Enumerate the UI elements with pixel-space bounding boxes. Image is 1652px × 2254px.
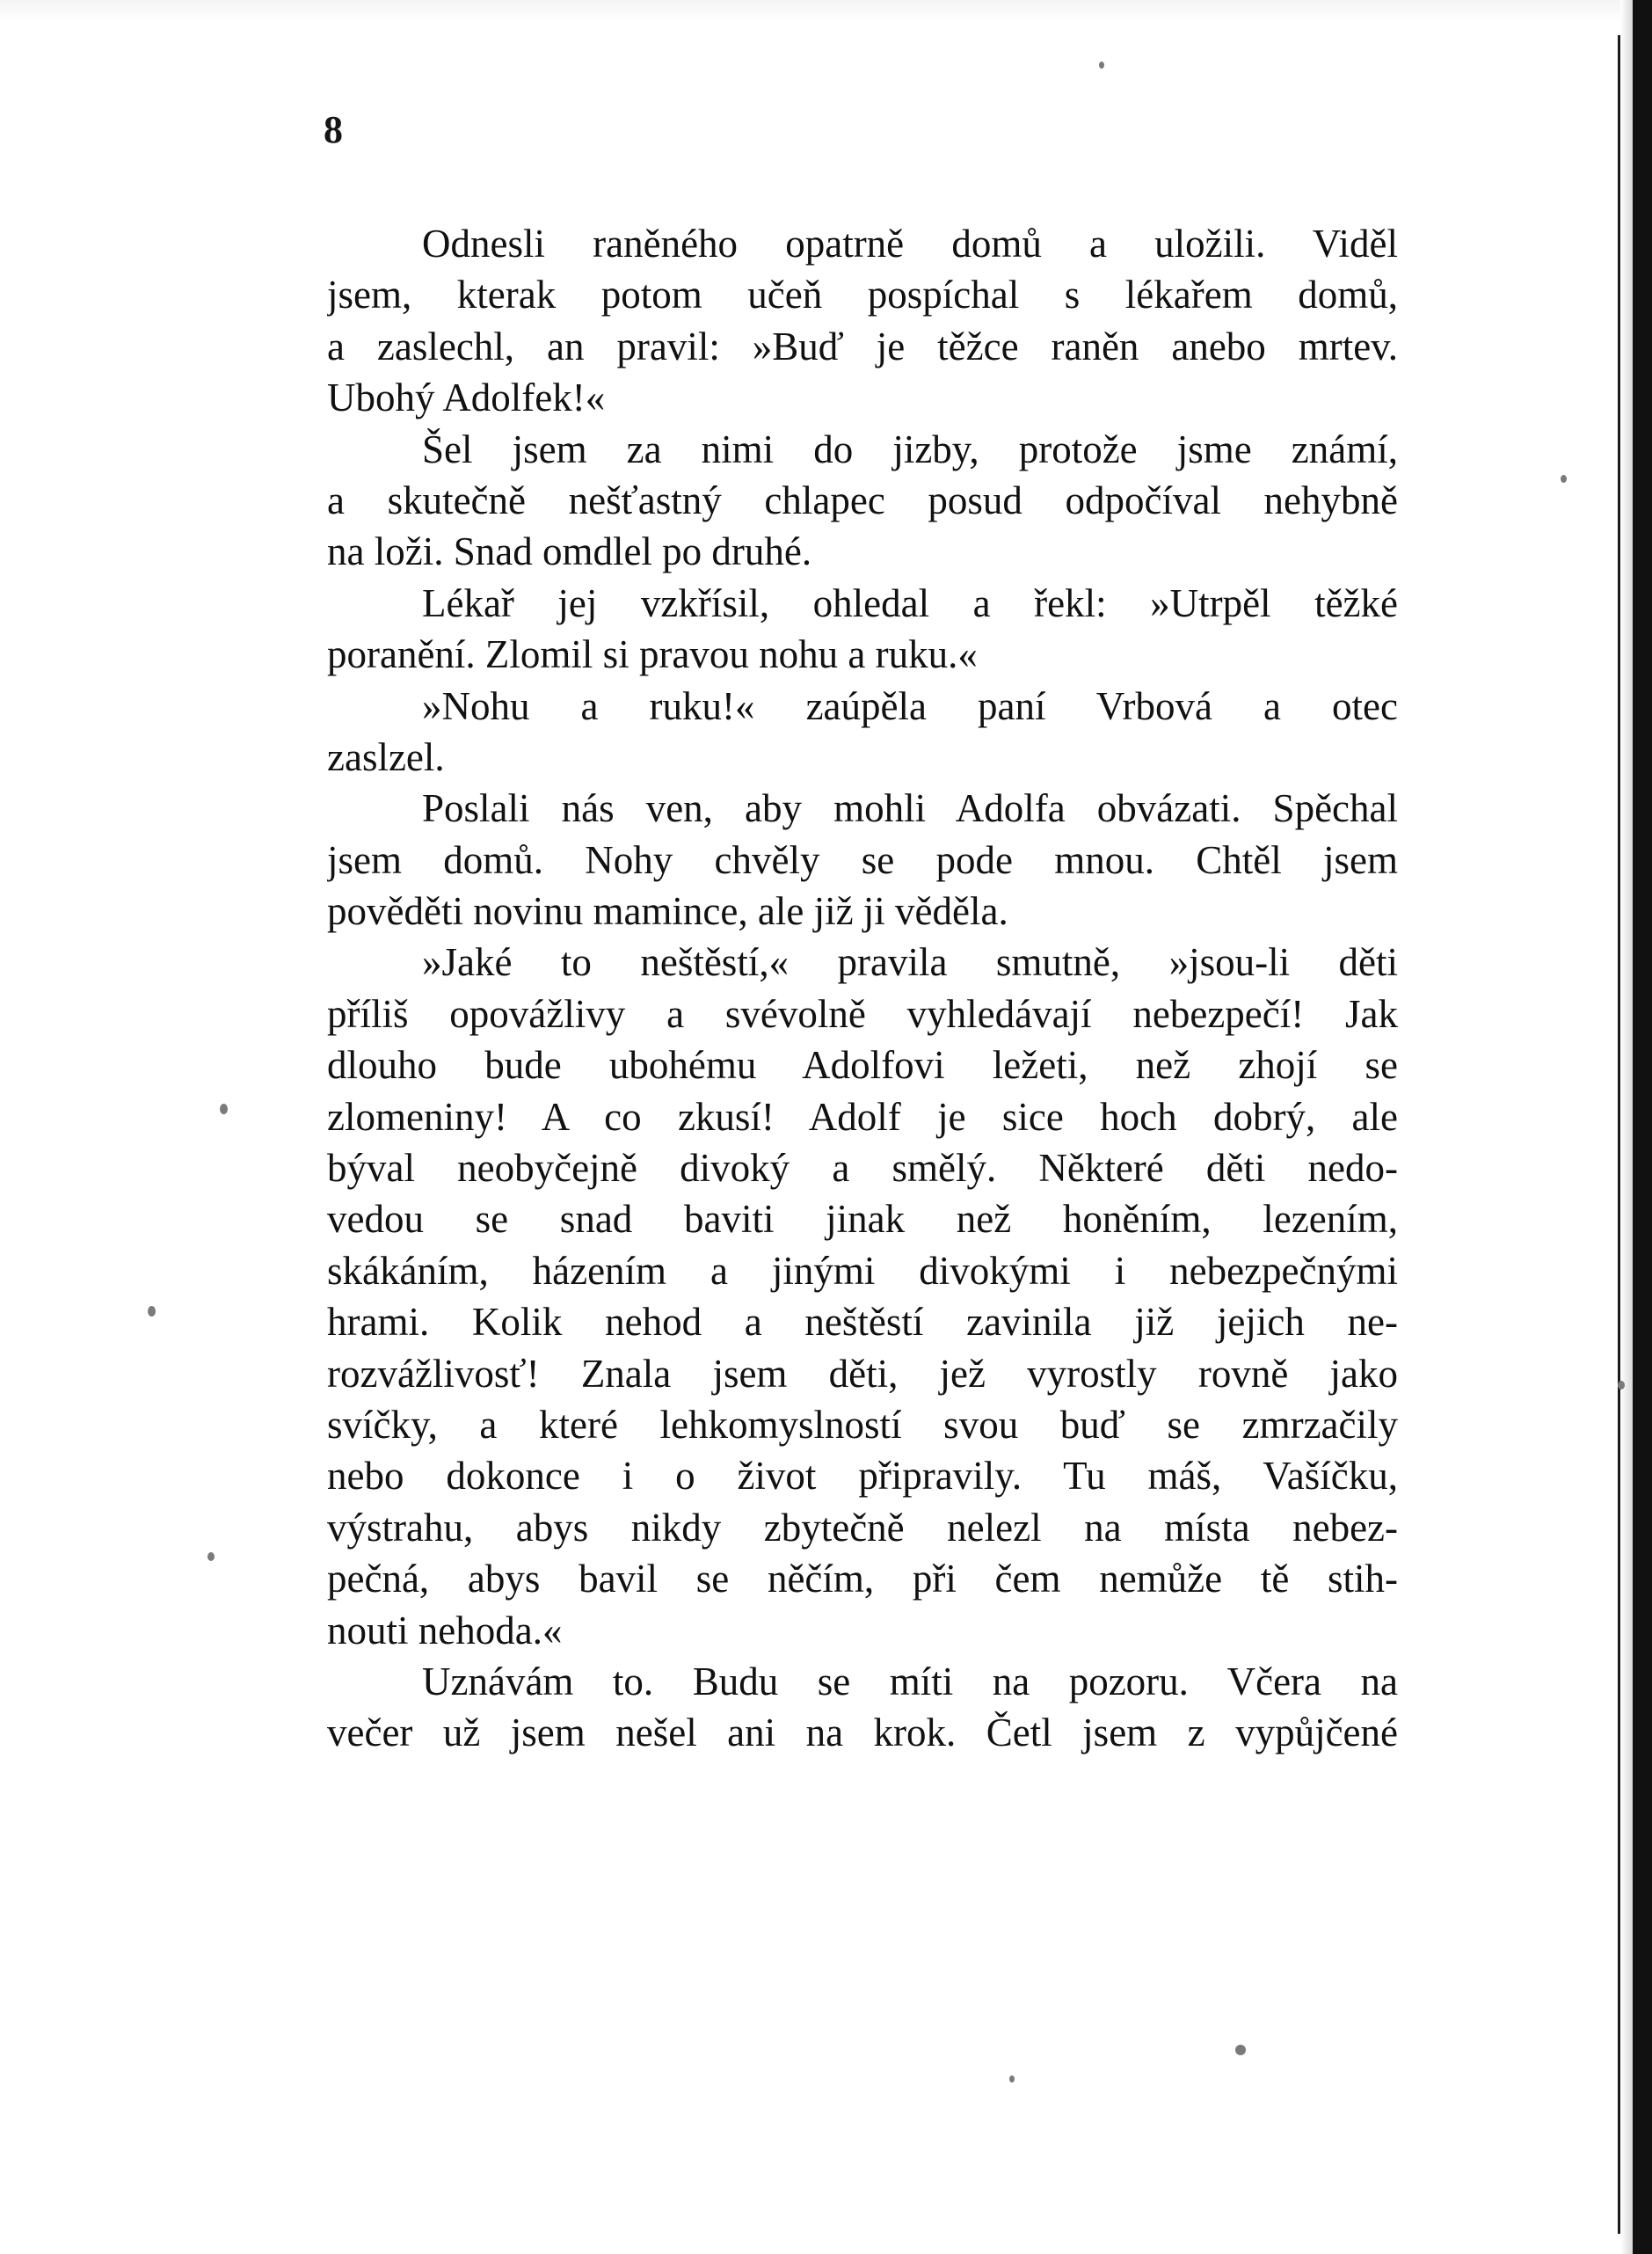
text-line: poranění. Zlomil si pravou nohu a ruku.« <box>327 632 978 677</box>
text-line: Poslali nás ven, aby mohli Adolfa obvázati. Spěchal <box>422 786 1398 831</box>
text-line: na loži. Snad omdlel po druhé. <box>327 529 812 574</box>
scan-speck <box>1009 2075 1015 2083</box>
text-line: výstrahu, abys nikdy zbytečně nelezl na místa nebez- <box>327 1505 1398 1550</box>
text-line: rozvážlivosť! Znala jsem děti, jež vyrostly rovně jako <box>327 1351 1398 1396</box>
text-line: zlomeniny! A co zkusí! Adolf je sice hoch dobrý, ale <box>327 1094 1398 1139</box>
gutter-line <box>1618 35 1620 2234</box>
text-line: večer už jsem nešel ani na krok. Četl jsem z vypůjčené <box>327 1711 1398 1755</box>
text-line: pečná, abys bavil se něčím, při čem nemůže tě stih- <box>327 1557 1398 1601</box>
text-line: býval neobyčejně divoký a smělý. Některé děti nedo- <box>327 1146 1398 1191</box>
text-line: skákáním, házením a jinými divokými i nebezpečnými <box>327 1248 1398 1293</box>
text-line: jsem, kterak potom učeň pospíchal s lékařem domů, <box>327 273 1398 317</box>
text-line: nouti nehoda.« <box>327 1608 563 1652</box>
text-line: příliš opovážlivy a svévolně vyhledávají nebezpečí! Jak <box>327 991 1398 1036</box>
text-line: jsem domů. Nohy chvěly se pode mnou. Chtěl jsem <box>327 837 1398 882</box>
text-line: hrami. Kolik nehod a neštěstí zavinila již jejich ne- <box>327 1300 1398 1345</box>
gutter-shadow <box>1620 0 1633 2254</box>
text-line: nebo dokonce i o život připravily. Tu máš, Vašíčku, <box>327 1454 1398 1499</box>
text-line: zaslzel. <box>327 734 445 779</box>
text-line: »Nohu a ruku!« zaúpěla paní Vrbová a otec <box>422 683 1398 728</box>
scan-speck <box>1561 475 1567 483</box>
scan-speck <box>220 1104 228 1114</box>
text-line: Lékař jej vzkřísil, ohledal a řekl: »Utrpěl těžké <box>422 580 1398 625</box>
text-line: Šel jsem za nimi do jizby, protože jsme známí, <box>422 427 1398 471</box>
text-line: svíčky, a které lehkomyslností svou buď se zmrzačily <box>327 1402 1398 1447</box>
text-line: pověděti novinu mamince, ale již ji věděla. <box>327 889 1008 934</box>
text-line: a skutečně nešťastný chlapec posud odpočíval nehybně <box>327 478 1398 522</box>
scan-speck <box>1618 1381 1625 1390</box>
page-number: 8 <box>324 108 343 151</box>
scan-speck <box>148 1306 156 1317</box>
text-line: Odnesli raněného opatrně domů a uložili. Viděl <box>422 222 1398 266</box>
text-line: a zaslechl, an pravil: »Buď je těžce raněn anebo mrtev. <box>327 324 1398 368</box>
body-text <box>327 218 1398 1759</box>
scan-speck <box>207 1552 215 1561</box>
text-line: Ubohý Adolfek!« <box>327 376 606 420</box>
text-line: vedou se snad baviti jinak než honěním, lezením, <box>327 1197 1398 1242</box>
page-gutter <box>1633 0 1652 2254</box>
scan-speck <box>1235 2045 1246 2055</box>
text-line: dlouho bude ubohému Adolfovi ležeti, než zhojí se <box>327 1043 1398 1088</box>
text-line: »Jaké to neštěstí,« pravila smutně, »jsou-li děti <box>422 940 1398 985</box>
text-line: Uznávám to. Budu se míti na pozoru. Včera na <box>422 1659 1398 1703</box>
scan-top-edge <box>0 0 1652 23</box>
scan-speck <box>1099 62 1104 69</box>
